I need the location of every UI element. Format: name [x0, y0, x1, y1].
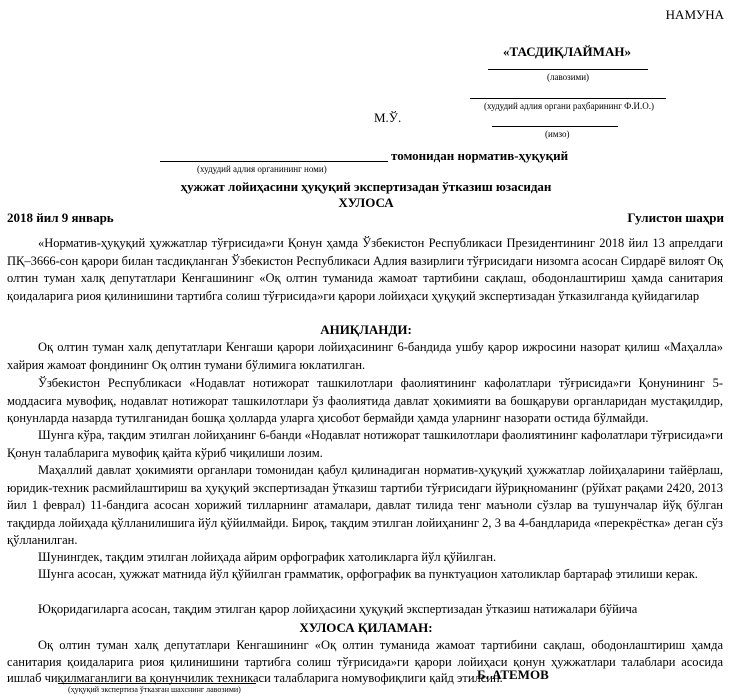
signature-caption: (имзо) — [545, 129, 570, 139]
finding-paragraph-6: Шунга асосан, ҳужжат матнида йўл қўйилган грамматик, орфографик ва пунктуацион хатоликлар бартараф этилиши керак. — [38, 567, 698, 581]
document-title: ХУЛОСА — [338, 195, 394, 210]
document-place: Гулистон шаҳри — [627, 210, 724, 225]
finding-paragraph-4: Маҳаллий давлат ҳокимияти органлари томонидан қабул қилинадиган норматив-ҳуқуқий ҳужжатлар лойиҳаларини тайёрлаш, юридик-техник расмийлаштириш ва ҳуқуқий экспертизадан ўтказиш тартиби тўғрисидаги йўриқноманинг (рўйхат рақами 2420, 2013 йил 1 феврал) 11-бандига асосан хорижий тилларнинг атамалари, давлат тилида тенг маъноли сўзлар ва тушунчалар йўқ бўлган тақдирда лойиҳада қўлланилишига йўл қўйилмайди. Бироқ, тақдим этилган лойиҳанинг 2, 3 ва 4-бандларида «перекрёстка» деган сўз қўлланилган. — [7, 463, 723, 548]
finding-paragraph-5: Шунингдек, тақдим этилган лойиҳада айрим орфографик хатоликларга йўл қўйилган. — [38, 550, 497, 564]
section-title-conclusion: ХУЛОСА ҚИЛАМАН: — [299, 620, 433, 635]
approval-title: «ТАСДИҚЛАЙМАН» — [503, 44, 631, 59]
position-line — [488, 69, 648, 70]
document-date: 2018 йил 9 январь — [7, 210, 114, 225]
document-subtitle: ҳужжат лойиҳасини ҳуқуқий экспертизадан ўтказиш юзасидан — [180, 179, 552, 194]
signer-position-caption: (ҳуқуқий экспертиза ўтказган шахснинг лавозими) — [68, 685, 241, 694]
finding-paragraph-3: Шунга кўра, тақдим этилган лойиҳанинг 6-банди «Нодавлат нотижорат ташкилотлари фаолиятининг кафолатлари тўғрисида»ги Қонун талабларига мувофиқ қайта кўриб чиқилиши лозим. — [7, 428, 723, 460]
conclusion-paragraph: Оқ олтин туман халқ депутатлари Кенгашининг «Оқ олтин туманида жамоат тартибини сақлаш, ободонлаштириш ҳамда санитария қоидаларига риоя қилинишини тартибга солиш тўғрисида»ги қарори лойиҳаси қонун ҳужжатлари талаблари асосида ишлаб чиқилмаганлиги ва қонунчилик техникаси талабларига номувофиқлиги қайд этилсин. — [7, 638, 723, 686]
signer-position-line — [58, 683, 256, 684]
finding-paragraph-7: Юқоридагиларга асосан, тақдим этилган қарор лойиҳасини ҳуқуқий экспертизадан ўтказиш натижалари бўйича — [38, 602, 638, 616]
signer-name: Б. АТЕМОВ — [477, 667, 549, 682]
head-name-line — [470, 98, 666, 99]
sample-stamp: НАМУНА — [665, 7, 724, 22]
position-caption: (лавозими) — [547, 72, 590, 82]
authority-suffix: томонидан норматив-ҳуқуқий — [391, 148, 569, 163]
intro-paragraph: «Норматив-ҳуқуқий ҳужжатлар тўғрисида»ги Қонун ҳамда Ўзбекистон Республикаси Президентининг 2018 йил 13 апрелдаги ПҚ–3666-сон қарори билан тасдиқланган Ўзбекистон Республикаси Адлия вазирлиги тўғрисидаги низомга асосан Сирдарё вилоят Оқ олтин туман халқ депутатлари Кенгашининг «Оқ олтин туманида жамоат тартибини сақлаш, ободонлаштириш ҳамда санитария қоидаларига риоя қилинишини тартибга солиш тўғрисида»ги қарори лойиҳаси ҳуқуқий экспертизадан ўтказилганда қуйидагилар — [7, 236, 723, 303]
finding-paragraph-2: Ўзбекистон Республикаси «Нодавлат нотижорат ташкилотлари фаолиятининг кафолатлари тўғрисида»ги Қонунининг 5-моддасига мувофиқ, нодавлат нотижорат ташкилотлари ўз фаолиятида давлат ҳокимияти ва бошқаруви органларидан мустақилдир, қонунларда назарда тутилганидан бошқа ҳолларда уларга ҳисобот бермайди ҳамда уларнинг назорати остида бўлмайди. — [7, 376, 723, 426]
finding-paragraph-1: Оқ олтин туман халқ депутатлари Кенгаши қарори лойиҳасининг 6-бандида ушбу қарор ижросини назорат қилиш «Маҳалла» хайрия жамоат фондининг Оқ олтин тумани бўлимига юклатилган. — [7, 340, 723, 372]
head-name-caption: (худудий адлия органи раҳбарининг Ф.И.О.) — [484, 101, 655, 111]
signature-line — [492, 126, 618, 127]
authority-caption: (худудий адлия органининг номи) — [197, 164, 327, 174]
seal-mark: М.Ў. — [374, 110, 402, 125]
authority-name-line — [160, 161, 388, 162]
section-title-findings: АНИҚЛАНДИ: — [320, 322, 412, 337]
